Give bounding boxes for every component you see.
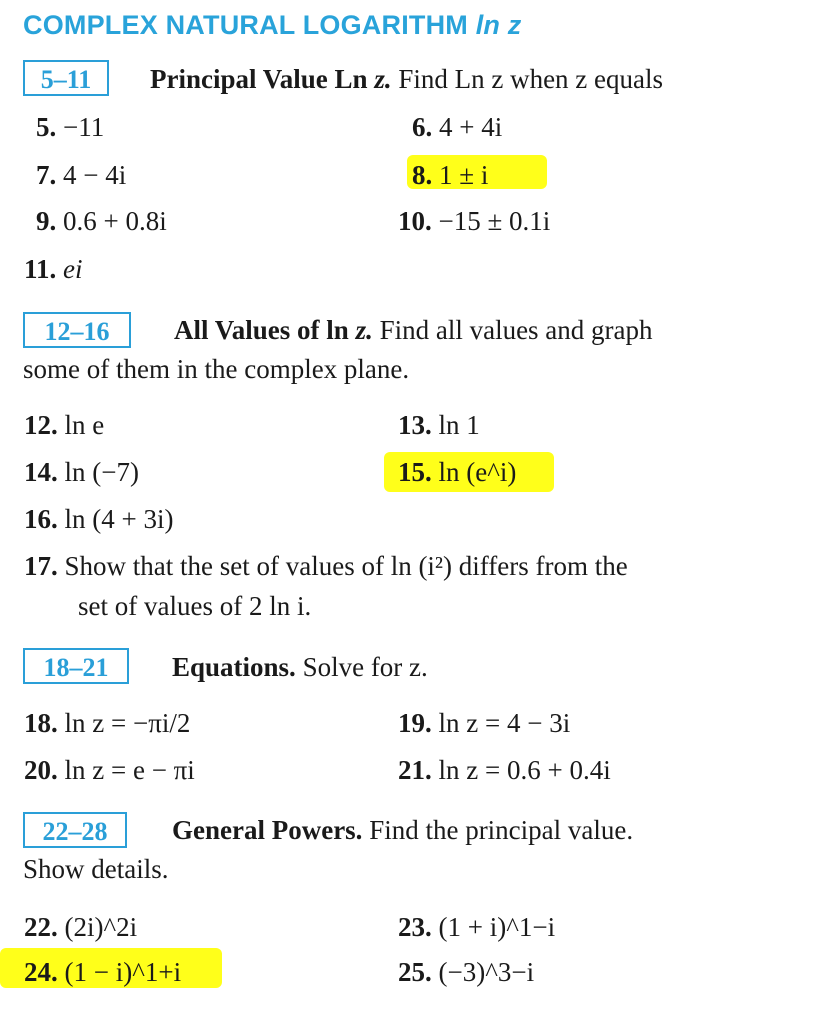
problem-8: 8. 1 ± i [412,160,489,190]
section-header-18-21: Equations. Solve for z. [172,652,428,682]
range-box-12-16: 12–16 [23,312,131,348]
title-variable: ln z [475,10,522,40]
problem-24: 24. (1 − i)^1+i [24,957,182,987]
range-box-18-21: 18–21 [23,648,129,684]
problem-7: 7. 4 − 4i [36,160,127,190]
problem-10: 10. −15 ± 0.1i [398,206,551,236]
problem-5: 5. −11 [36,112,105,142]
problem-20: 20. ln z = e − πi [24,755,195,785]
problem-6: 6. 4 + 4i [412,112,503,142]
range-box-5-11: 5–11 [23,60,109,96]
problem-16: 16. ln (4 + 3i) [24,504,174,534]
problem-23: 23. (1 + i)^1−i [398,912,556,942]
range-box-22-28: 22–28 [23,812,127,848]
problem-9: 9. 0.6 + 0.8i [36,206,167,236]
section-header-12-16: All Values of ln z. Find all values and graph [174,315,653,345]
problem-12: 12. ln e [24,410,105,440]
problem-17-line2: set of values of 2 ln i. [78,591,312,621]
problem-17: 17. Show that the set of values of ln (i²) differs from the [24,551,628,581]
problem-22: 22. (2i)^2i [24,912,138,942]
problem-14: 14. ln (−7) [24,457,139,487]
problem-21: 21. ln z = 0.6 + 0.4i [398,755,611,785]
problem-13: 13. ln 1 [398,410,480,440]
section-instruction-22-28: Show details. [23,854,169,884]
section-title: COMPLEX NATURAL LOGARITHM ln z [23,10,522,40]
problem-19: 19. ln z = 4 − 3i [398,708,571,738]
problem-25: 25. (−3)^3−i [398,957,535,987]
problem-11: 11. ei [24,254,83,284]
section-header-22-28: General Powers. Find the principal value. [172,815,634,845]
section-instruction-12-16: some of them in the complex plane. [23,354,410,384]
section-header-5-11: Principal Value Ln z. Find Ln z when z equals [150,64,664,94]
problem-15: 15. ln (e^i) [398,457,517,487]
problem-18: 18. ln z = −πi/2 [24,708,191,738]
